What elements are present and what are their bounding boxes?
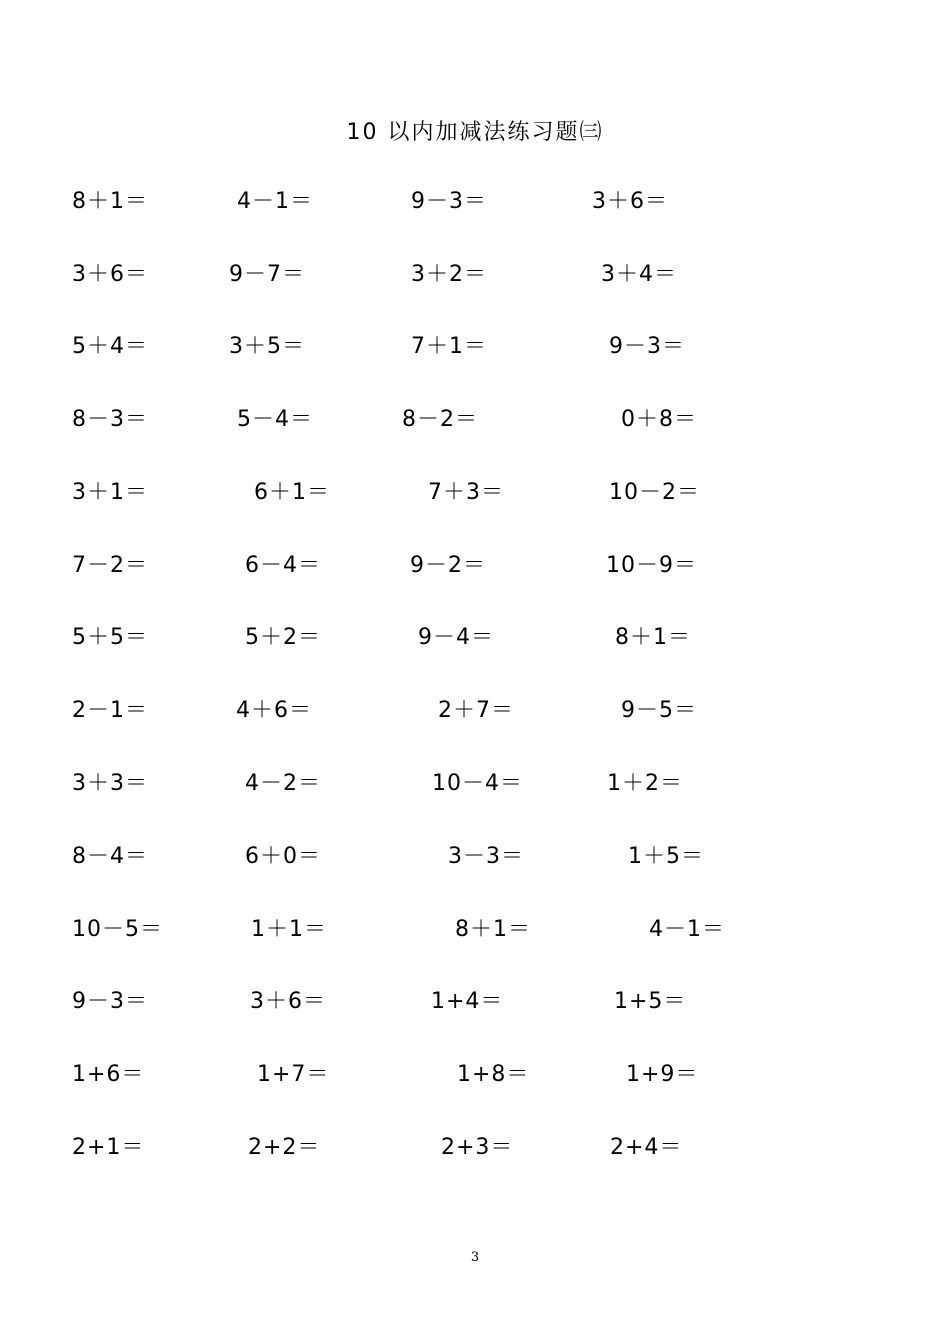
math-problem: 7－2＝ bbox=[72, 553, 148, 578]
problem-row bbox=[0, 330, 950, 364]
math-problem: 5＋2＝ bbox=[245, 625, 321, 650]
math-problem: 5＋4＝ bbox=[72, 334, 148, 359]
problem-row bbox=[0, 549, 950, 583]
math-problem: 6＋0＝ bbox=[245, 844, 321, 869]
math-problem: 1＋1＝ bbox=[251, 917, 327, 942]
problem-row bbox=[0, 185, 950, 219]
math-problem: 2＋7＝ bbox=[438, 698, 514, 723]
math-problem: 3－3＝ bbox=[448, 844, 524, 869]
math-problem: 3＋6＝ bbox=[592, 189, 668, 214]
math-problem: 9－2＝ bbox=[410, 553, 486, 578]
math-problem: 8＋1＝ bbox=[455, 917, 531, 942]
math-problem: 4－2＝ bbox=[245, 771, 321, 796]
worksheet-title: 10 以内加减法练习题㈢ bbox=[346, 120, 604, 145]
math-problem: 1+4＝ bbox=[431, 989, 504, 1014]
math-problem: 8－4＝ bbox=[72, 844, 148, 869]
problem-row bbox=[0, 621, 950, 655]
math-problem: 6＋1＝ bbox=[254, 480, 330, 505]
math-problem: 3＋5＝ bbox=[229, 334, 305, 359]
math-problem: 9－3＝ bbox=[609, 334, 685, 359]
problem-row bbox=[0, 840, 950, 874]
math-problem: 6－4＝ bbox=[245, 553, 321, 578]
math-problem: 10－5＝ bbox=[72, 917, 163, 942]
math-problem: 8－2＝ bbox=[402, 407, 478, 432]
math-problem: 3＋2＝ bbox=[411, 262, 487, 287]
problem-row bbox=[0, 767, 950, 801]
math-problem: 7＋1＝ bbox=[411, 334, 487, 359]
math-problem: 9－3＝ bbox=[72, 989, 148, 1014]
math-problem: 10－4＝ bbox=[432, 771, 523, 796]
math-problem: 2+4＝ bbox=[610, 1135, 683, 1160]
math-problem: 1+5＝ bbox=[614, 989, 687, 1014]
math-problem: 4－1＝ bbox=[649, 917, 725, 942]
math-problem: 1+8＝ bbox=[457, 1062, 530, 1087]
math-problem: 2+1＝ bbox=[72, 1135, 145, 1160]
problem-row bbox=[0, 476, 950, 510]
math-problem: 10－9＝ bbox=[606, 553, 697, 578]
math-problem: 3＋1＝ bbox=[72, 480, 148, 505]
math-problem: 0＋8＝ bbox=[621, 407, 697, 432]
math-problem: 3＋6＝ bbox=[72, 262, 148, 287]
math-problem: 3＋4＝ bbox=[601, 262, 677, 287]
math-problem: 4－1＝ bbox=[237, 189, 313, 214]
problem-row bbox=[0, 1131, 950, 1165]
math-problem: 1+7＝ bbox=[257, 1062, 330, 1087]
math-problem: 1+9＝ bbox=[626, 1062, 699, 1087]
math-problem: 2－1＝ bbox=[72, 698, 148, 723]
math-problem: 5＋5＝ bbox=[72, 625, 148, 650]
math-problem: 8－3＝ bbox=[72, 407, 148, 432]
math-problem: 8＋1＝ bbox=[615, 625, 691, 650]
math-problem: 9－3＝ bbox=[411, 189, 487, 214]
problem-row bbox=[0, 694, 950, 728]
page-number: 3 bbox=[470, 1250, 480, 1265]
problem-row bbox=[0, 403, 950, 437]
math-problem: 2+3＝ bbox=[441, 1135, 514, 1160]
math-problem: 1+6＝ bbox=[72, 1062, 145, 1087]
math-problem: 7＋3＝ bbox=[428, 480, 504, 505]
math-problem: 2+2＝ bbox=[248, 1135, 321, 1160]
math-problem: 1＋5＝ bbox=[628, 844, 704, 869]
math-problem: 10－2＝ bbox=[609, 480, 700, 505]
math-problem: 3＋3＝ bbox=[72, 771, 148, 796]
problem-row bbox=[0, 258, 950, 292]
math-problem: 9－5＝ bbox=[621, 698, 697, 723]
problem-row bbox=[0, 1058, 950, 1092]
math-problem: 3＋6＝ bbox=[250, 989, 326, 1014]
math-problem: 5－4＝ bbox=[237, 407, 313, 432]
math-problem: 9－4＝ bbox=[418, 625, 494, 650]
math-problem: 8＋1＝ bbox=[72, 189, 148, 214]
problem-row bbox=[0, 913, 950, 947]
problem-row bbox=[0, 985, 950, 1019]
math-problem: 4＋6＝ bbox=[236, 698, 312, 723]
math-problem: 1＋2＝ bbox=[607, 771, 683, 796]
math-problem: 9－7＝ bbox=[229, 262, 305, 287]
